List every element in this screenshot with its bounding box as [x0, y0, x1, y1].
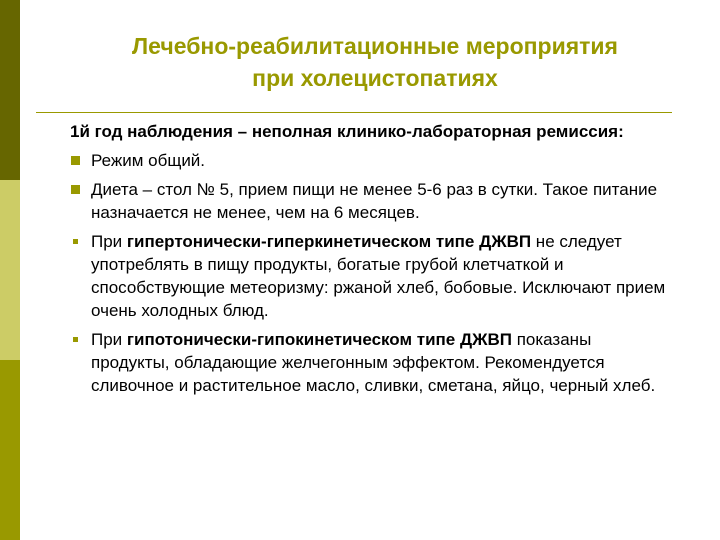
title-divider — [36, 112, 672, 113]
bullet-item-regime — [70, 149, 670, 172]
bullet-item-hypertonic — [70, 230, 670, 322]
small-square-bullet-icon — [70, 230, 84, 253]
bullet-text-rest: не следует употреблять в пищу продукты, богатые грубой клетчаткой и способствующие метеоризму: ржаной хлеб, бобовые. Исключают прием очень холодных блюд. — [91, 232, 666, 320]
bar-segment-light — [0, 180, 20, 360]
bullet-text: Режим общий. — [91, 151, 206, 170]
bullet-text-prefix: При — [91, 232, 127, 251]
left-decorative-bar — [0, 0, 20, 540]
bullet-item-hypotonic — [70, 328, 670, 397]
small-square-bullet-icon — [70, 328, 84, 351]
square-bullet-icon — [70, 149, 84, 172]
slide-body — [70, 120, 670, 403]
bullet-item-diet — [70, 178, 670, 224]
square-bullet-icon — [70, 178, 84, 201]
slide-title — [40, 30, 710, 94]
intro-heading: 1й год наблюдения – неполная клинико-лабораторная ремиссия: — [70, 122, 624, 141]
bullet-text: Диета – стол № 5, прием пищи не менее 5-6 раз в сутки. Такое питание назначается не менее, чем на 6 месяцев. — [91, 180, 658, 222]
bullet-text-emphasis: гипертонически-гиперкинетическом типе ДЖВП — [126, 232, 532, 251]
bullet-text-emphasis: гипотонически-гипокинетическом типе ДЖВП — [126, 330, 512, 349]
bullet-text-rest: показаны продукты, обладающие желчегонным эффектом. Рекомендуется сливочное и растительное масло, сливки, сметана, яйцо, черный хлеб. — [91, 330, 656, 395]
title-line-2: при холецистопатиях — [252, 65, 498, 91]
bullet-text-prefix: При — [91, 330, 127, 349]
title-line-1: Лечебно-реабилитационные мероприятия — [132, 33, 618, 59]
bar-segment-dark — [0, 0, 20, 180]
bar-segment-mid — [0, 360, 20, 540]
